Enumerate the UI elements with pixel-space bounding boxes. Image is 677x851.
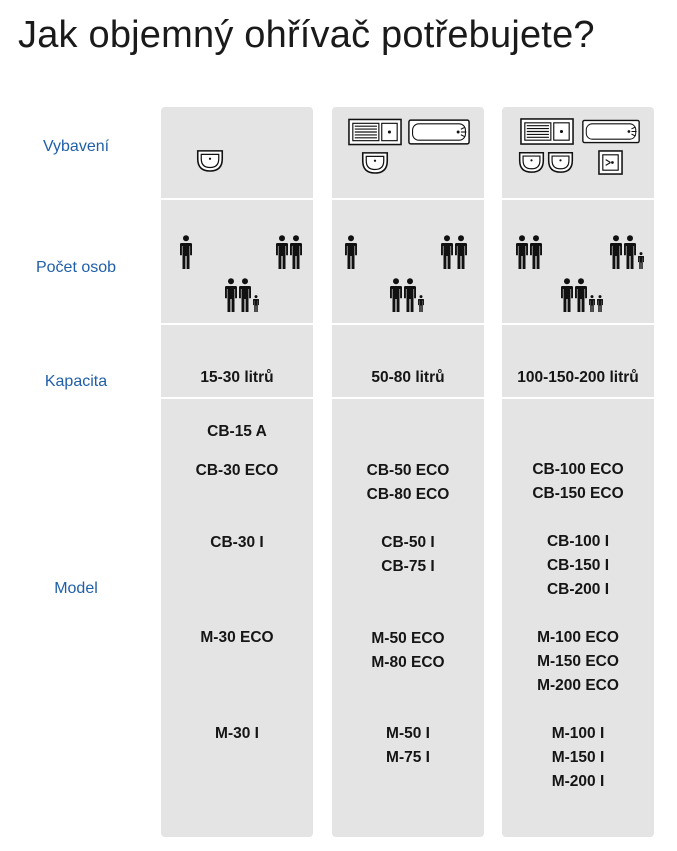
model-item: M-100 ECO (537, 629, 619, 646)
washbasin-icon (518, 150, 545, 174)
model-item: CB-30 I (210, 534, 264, 551)
model-item: M-150 I (551, 749, 605, 766)
kitchen-sink-icon (348, 118, 402, 146)
two-adults-icon (276, 235, 303, 269)
one-adult-icon (345, 235, 357, 269)
two-adults-icon (441, 235, 468, 269)
model-item: CB-50 ECO (366, 462, 450, 479)
two-adults-one-child-icon (610, 235, 646, 269)
two-adults-one-child-icon (225, 278, 261, 312)
two-adults-two-children-icon (561, 278, 605, 312)
model-item: M-30 I (215, 725, 259, 742)
model-item: M-50 ECO (371, 630, 445, 647)
shower-icon (598, 150, 623, 175)
model-item: M-150 ECO (537, 653, 619, 670)
model-item: CB-15 A (207, 423, 267, 440)
row-label-equipment: Vybavení (42, 138, 110, 155)
washbasin-icon (547, 150, 574, 174)
model-item: CB-150 ECO (532, 485, 624, 502)
capacity-value: 15-30 litrů (200, 369, 274, 386)
row-label-model: Model (54, 580, 98, 597)
model-item: M-100 I (551, 725, 605, 742)
model-item: M-200 I (551, 773, 605, 790)
one-adult-icon (180, 235, 192, 269)
model-item: M-30 ECO (200, 629, 274, 646)
capacity-value: 50-80 litrů (371, 369, 445, 386)
kitchen-sink-icon (520, 118, 574, 145)
model-item: CB-50 I (381, 534, 435, 551)
model-item: CB-30 ECO (195, 462, 279, 479)
model-item: CB-75 I (381, 558, 435, 575)
model-item: M-200 ECO (537, 677, 619, 694)
model-item: M-75 I (386, 749, 430, 766)
model-item: CB-200 I (546, 581, 610, 598)
row-label-persons: Počet osob (35, 259, 117, 276)
row-label-capacity: Kapacita (44, 373, 108, 390)
two-adults-one-child-icon (390, 278, 426, 312)
model-item: CB-100 ECO (532, 461, 624, 478)
washbasin-icon (196, 148, 224, 173)
row-divider (161, 198, 654, 200)
row-divider (161, 397, 654, 399)
washbasin-icon (361, 150, 389, 175)
model-item: CB-100 I (546, 533, 610, 550)
model-item: CB-80 ECO (366, 486, 450, 503)
model-item: M-80 ECO (371, 654, 445, 671)
bathtub-icon (582, 118, 640, 145)
bathtub-icon (408, 118, 470, 146)
model-item: CB-150 I (546, 557, 610, 574)
two-adults-icon (516, 235, 543, 269)
capacity-value: 100-150-200 litrů (517, 369, 639, 386)
page-title: Jak objemný ohřívač potřebujete? (18, 14, 595, 56)
row-divider (161, 323, 654, 325)
model-item: M-50 I (386, 725, 430, 742)
